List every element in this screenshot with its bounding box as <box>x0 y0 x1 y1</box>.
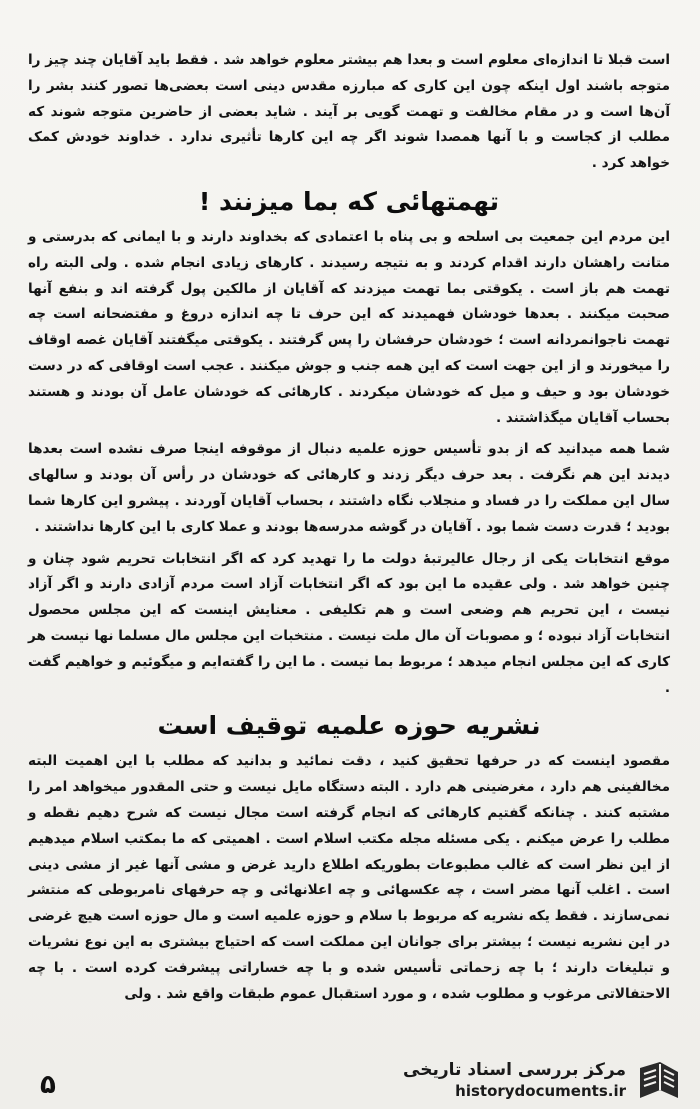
section-heading-accusations: تهمتهائی که بما میزنند ! <box>198 186 500 216</box>
watermark-url[interactable]: historydocuments.ir <box>455 1082 626 1100</box>
paragraph-1: است قبلا تا اندازه‌ای معلوم است و بعدا هم بیشتر معلوم خواهد شد . فقط باید آقایان چند چیز را متوجه باشند اول اینکه چون این کاری که مبارزه مقدس دینی است بعضی‌ها تصور کنند بشر را آن‌ها است و در مقام مخالفت و تهمت گویی بر آیند . شاید بعضی از حاضرین متوجه شوند که مطلب از کجاست و با آنها همصدا شوند اگر چه این کارها تأثیری ندارد . خداوند خودش کمک خواهد کرد . <box>28 52 670 172</box>
document-body <box>28 48 670 1007</box>
paragraph-2: این مردم این جمعیت بی اسلحه و بی پناه با اعتمادی که بخداوند دارند و با ایمانی که بدرستی و متانت راهشان دارند اقدام کردند و به نتیجه رسیدند . کارهای زیادی انجام شده . ولی البته راه تهمت هم باز است . یکوقتی بما تهمت میزدند که آقایان از مالکین پول گرفته اند و بنفع آنها صحبت میکنند . بعدها خودشان فهمیدند که این حرف تا چه اندازه دروغ و مفتضحانه است چه تهمت ناجوانمردانه است ؛ خودشان حرفشان را پس گرفتند . یکوقتی میگفتند آقایان غصه اوقاف را میخورند و از این جهت است که این همه جنب و جوش میکنند . عجب است اوقافی که در دست خودشان بود و حیف و میل که خودشان میکردند . کارهائی که خودشان عامل آن بودند و هستند بحساب آقایان میگذاشتند . <box>28 228 670 426</box>
book-logo-icon <box>634 1058 684 1104</box>
paragraph-5: مقصود اینست که در حرفها تحقیق کنید ، دقت نمائید و بدانید که مطلب با این اهمیت البته مخالفینی هم دارد ، مغرضینی هم دارد . البته دستگاه مایل نیست و حتی المقدور میخواهد امر را مشتبه کنند . چنانکه گفتیم کارهائی که انجام گرفته است مجال نیست که شرح دهیم نقطه و مطلب را عرض میکنم . یکی مسئله مجله مکتب اسلام است . اهمیتی که ما بمکتب اسلام میدهیم از این نظر است که غالب مطبوعات بطوریکه اطلاع دارید غرض و مشی آنها غیر از مشی دینی است . اغلب آنها مضر است ، چه عکسهائی و چه اعلانهائی و چه حرفهای نامربوطی که منتشر نمی‌سازند . فقط یکه نشریه که مربوط با سلام و حوزه علمیه است و مال حوزه است هیچ غرضی در این نشریه نیست ؛ بیشتر برای جوانان این مملکت است که احتیاج بیشتری به این نوع نشریات و تبلیغات دارند ؛ با چه زحماتی تأسیس شده و با چه خساراتی پیشرفت کرده است . با چه الاحتفالاتی مرغوب و مطلوب شده ، و مورد استقبال عموم طبقات واقع شد . ولی <box>28 753 670 1002</box>
section-heading-journal-banned: نشریه حوزه علمیه توقیف است <box>157 711 541 741</box>
page-number: ۵ <box>40 1070 56 1100</box>
watermark-title: مرکز بررسی اسناد تاریخی <box>403 1060 626 1080</box>
paragraph-4: موقع انتخابات یکی از رجال عالیرتبهٔ دولت ما را تهدید کرد که اگر انتخابات تحریم شود چنان و چنین خواهد شد . ولی عقیده ما این بود که اگر انتخابات آزاد است مردم آزادی دارند و اگر آزاد نیست ، این تحریم هم وضعی است و هم تکلیفی . معنایش اینست که این مجلس محصول انتخابات آزاد نبوده ؛ و مصوبات آن مال ملت نیست . منتخبات این مجلس مال مسلما نها نیست هر کاری که این مجلس انجام میدهد ؛ مربوط بما نیست . ما این را گفته‌ایم و میگوئیم و خواهیم گفت . <box>28 550 670 696</box>
paragraph-3: شما همه میدانید که از بدو تأسیس حوزه علمیه دنبال از موقوفه اینجا صرف نشده است بعدها دیدند این هم نگرفت . بعد حرف دیگر زدند و کارهائی که خودشان در رأس آن بودند و سالهای سال این مملکت را در فساد و منجلاب نگاه داشتند ، بحساب آقایان آوردند . پیشرو این کارها شما بودید ؛ قدرت دست شما بود . آقایان در گوشه مدرسه‌ها بودند و عملا کاری با این کارها نداشتند . <box>28 441 670 535</box>
watermark <box>403 1058 684 1104</box>
